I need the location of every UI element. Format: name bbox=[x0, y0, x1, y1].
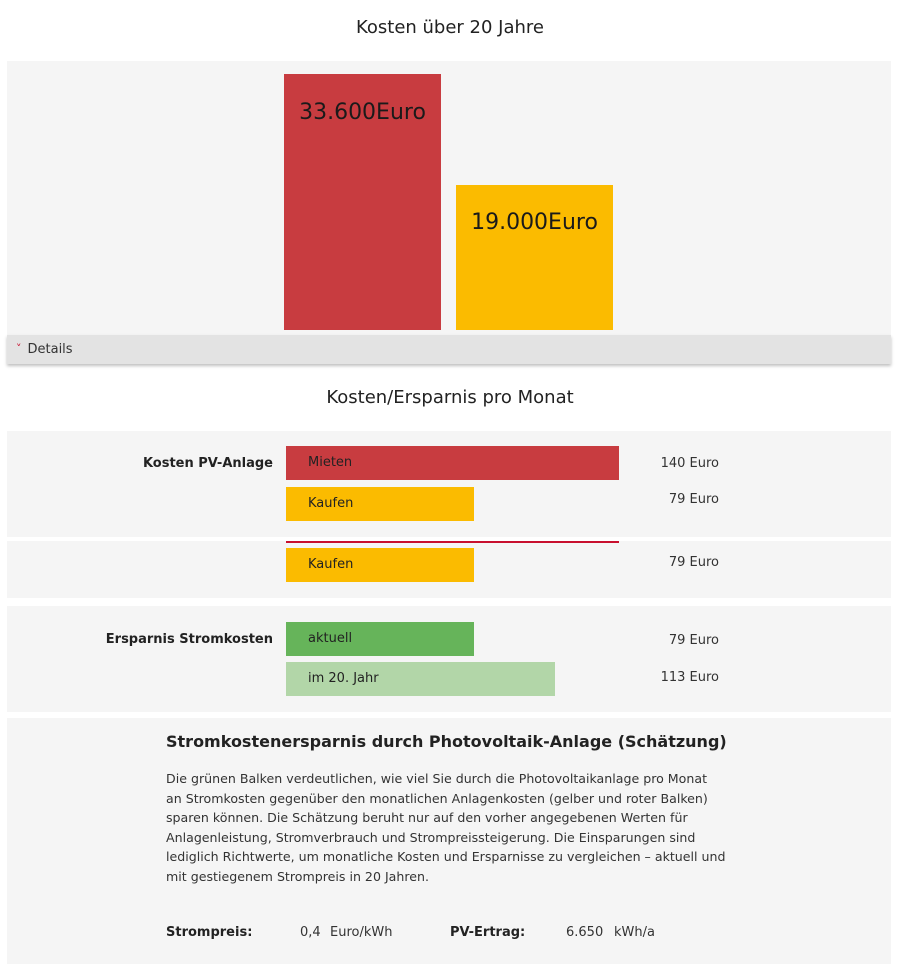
total-costs-chart bbox=[7, 61, 891, 335]
chart-title-total-costs: Kosten über 20 Jahre bbox=[355, 17, 545, 38]
bar-label: im 20. Jahr bbox=[308, 671, 379, 686]
pv-ertrag-label: PV-Ertrag: bbox=[450, 925, 526, 940]
bar-label: Mieten bbox=[308, 455, 353, 470]
bar-value: 113 Euro bbox=[660, 670, 719, 685]
group-panel-second bbox=[7, 541, 891, 598]
info-panel bbox=[7, 718, 891, 964]
group-panel-savings bbox=[7, 606, 891, 712]
group-label-pv-costs: Kosten PV-Anlage bbox=[142, 456, 273, 471]
bar-kaufen bbox=[286, 487, 474, 521]
info-text: Die grünen Balken verdeutlichen, wie viel Sie durch die Photovoltaikanlage pro Monat an Stromkosten gegenüber den monatlichen Anlagenkosten (gelber und roter Balken) sparen können. Die Schätzung beruht nur auf den vorher angegebenen Werten für Anlagenleistung, Stromverbrauch und Strompreissteigerung. Die Einsparungen sind lediglich Richtwerte, um monatliche Kosten und Ersparnisse zu vergleichen – aktuell und mit gestiegenem Strompreis in 20 Jahren. bbox=[166, 771, 726, 884]
bar-kaufen bbox=[286, 548, 474, 582]
group-label-savings: Ersparnis Stromkosten bbox=[105, 632, 273, 647]
bar-value: 79 Euro bbox=[668, 555, 719, 570]
bar-total-rent bbox=[284, 74, 441, 330]
pv-ertrag-unit: kWh/a bbox=[614, 925, 655, 940]
bar-label: Kaufen bbox=[308, 557, 354, 572]
bar-value: 140 Euro bbox=[660, 456, 719, 471]
bar-total-buy bbox=[456, 185, 613, 330]
bar-value-label: 19.000Euro bbox=[471, 210, 598, 235]
pv-ertrag-value: 6.650 bbox=[566, 925, 604, 940]
strompreis-value: 0,4 bbox=[300, 925, 321, 940]
strompreis-unit: Euro/kWh bbox=[330, 925, 393, 940]
chevron-down-icon: ˅ bbox=[16, 342, 22, 355]
chart-title-monthly: Kosten/Ersparnis pro Monat bbox=[326, 387, 574, 408]
details-label: Details bbox=[27, 342, 73, 357]
bar-aktuell bbox=[286, 622, 474, 656]
bar-value: 79 Euro bbox=[668, 633, 719, 648]
reference-line bbox=[286, 541, 619, 543]
details-toggle[interactable] bbox=[7, 335, 891, 364]
info-heading: Stromkostenersparnis durch Photovoltaik-Anlage (Schätzung) bbox=[166, 732, 727, 751]
bar-im-20-jahr bbox=[286, 662, 555, 696]
bar-value-label: 33.600Euro bbox=[299, 100, 426, 125]
group-panel-pv-costs bbox=[7, 431, 891, 537]
bar-label: Kaufen bbox=[308, 496, 354, 511]
bar-label: aktuell bbox=[308, 631, 353, 646]
strompreis-label: Strompreis: bbox=[166, 925, 253, 940]
bar-value: 79 Euro bbox=[668, 492, 719, 507]
bar-mieten bbox=[286, 446, 619, 480]
